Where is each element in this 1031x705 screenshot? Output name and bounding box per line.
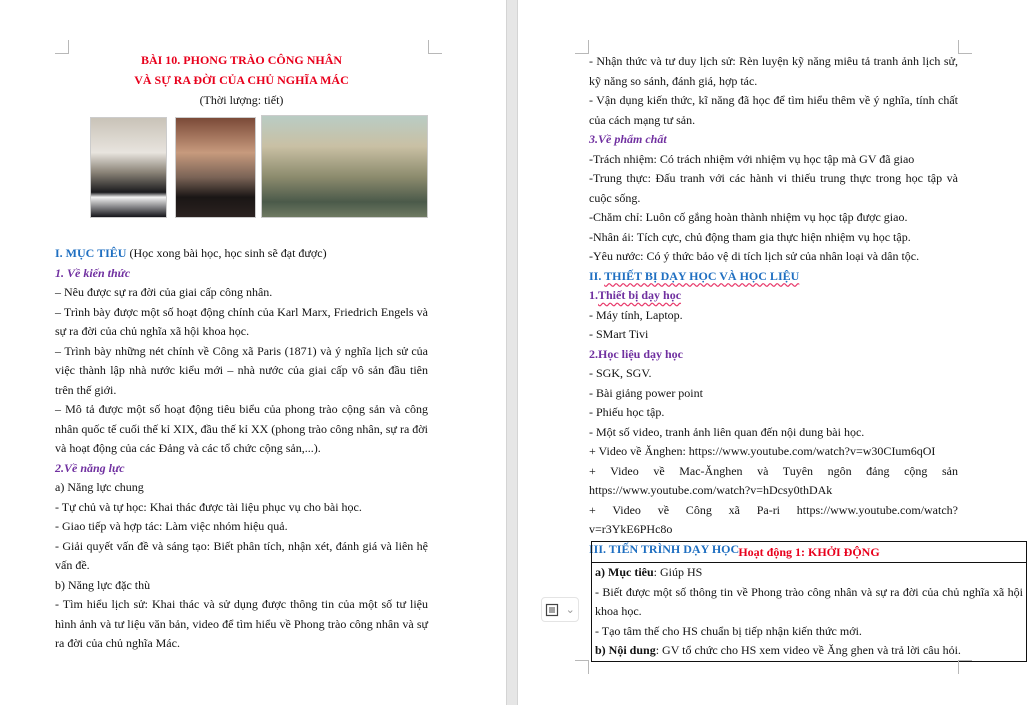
subheading: 3.Về phẩm chất: [589, 132, 667, 146]
paragraph: - SMart Tivi: [589, 327, 649, 341]
engels-portrait: [175, 117, 256, 218]
margin-mark: [958, 40, 972, 54]
paragraph: + Video về Ănghen: https://www.youtube.com/watch?v=w30CIum6qOI: [589, 444, 936, 458]
content-label: b) Nội dung: [595, 643, 656, 657]
chevron-down-icon[interactable]: ⌄: [565, 604, 575, 616]
paragraph: -Nhân ái: Tích cực, chủ động tham gia thực hiện nhiệm vụ học tập.: [589, 229, 911, 244]
paragraph: -Chăm chỉ: Luôn cố gắng hoàn thành nhiệm vụ học tập được giao.: [589, 210, 908, 224]
page-1: [0, 0, 506, 705]
subheading: 2.Về năng lực: [55, 460, 125, 475]
paragraph: - Giải quyết vấn đề và sáng tạo: Biết phân tích, nhận xét, đánh giá và liên hệ vấn đề.: [55, 538, 428, 572]
content-text: : GV tổ chức cho HS xem video về Ăng ghen và trả lời câu hỏi.: [655, 643, 961, 657]
paragraph: -Trách nhiệm: Có trách nhiệm với nhiệm vụ học tập mà GV đã giao: [589, 151, 915, 166]
goal-text: : Giúp HS: [653, 565, 703, 579]
paragraph: - Biết được một số thông tin về Phong trào công nhân và sự ra đời của chủ nghĩa xã hội khoa học.: [595, 584, 1023, 618]
lesson-title-2: VÀ SỰ RA ĐỜI CỦA CHỦ NGHĨA MÁC: [134, 72, 349, 87]
paragraph: - Bài giảng power point: [589, 385, 703, 400]
margin-mark: [575, 660, 589, 674]
goal-label: a) Mục tiêu: [595, 565, 654, 579]
subheading: Thiết bị dạy học: [598, 288, 682, 302]
paragraph: – Trình bày những nét chính về Công xã Paris (1871) và ý nghĩa lịch sử của việc thành lập nhà nước kiểu mới – nhà nước của giai cấp vô sản đầu tiên trên thế giới.: [55, 343, 428, 397]
paragraph: - Tìm hiểu lịch sử: Khai thác và sử dụng được thông tin của một số tư liệu hình ảnh và tư liệu văn bản, video để tìm hiểu về Phong trào công nhân và sự ra đời của chủ nghĩa Mác.: [55, 597, 428, 650]
paragraph: + Video về Công xã Pa-ri https://www.youtube.com/watch?v=r3YkE6PHc8o: [589, 502, 958, 536]
paragraph: – Nêu được sự ra đời của giai cấp công nhân.: [55, 285, 273, 299]
paragraph: - Một số video, tranh ảnh liên quan đến nội dung bài học.: [589, 424, 865, 439]
section-heading: III. TIẾN TRÌNH DẠY HỌC: [589, 541, 740, 556]
paragraph: a) Năng lực chung: [55, 480, 144, 494]
section-heading: THIẾT BỊ DẠY HỌC VÀ HỌC LIỆU: [604, 268, 800, 283]
paragraph: b) Năng lực đặc thù: [55, 577, 151, 592]
paragraph: - Nhận thức và tư duy lịch sử: Rèn luyện kỹ năng miêu tả tranh ảnh lịch sử, kỹ năng so sánh, đánh giá, hợp tác.: [589, 54, 958, 88]
section-note: (Học xong bài học, học sinh sẽ đạt được): [126, 246, 327, 260]
duration: (Thời lượng: tiết): [199, 93, 284, 107]
margin-mark: [428, 40, 442, 54]
paragraph: - SGK, SGV.: [589, 366, 652, 380]
marx-portrait: [90, 117, 167, 218]
table-cell: [592, 563, 1027, 662]
paragraph: - Tự chủ và tự học: Khai thác được tài liệu phục vụ cho bài học.: [55, 499, 362, 514]
layout-options-button[interactable]: [541, 597, 579, 622]
paragraph: - Phiếu học tập.: [589, 405, 665, 419]
paragraph: + Video về Mac-Ănghen và Tuyên ngôn đảng cộng sản https://www.youtube.com/watch?v=hDcsy0thDAk: [589, 463, 958, 497]
margin-mark: [575, 40, 589, 54]
subheading: 2.Học liệu dạy học: [589, 346, 684, 361]
paragraph: - Tạo tâm thế cho HS chuẩn bị tiếp nhận kiến thức mới.: [595, 623, 862, 638]
paragraph: – Trình bày được một số hoạt động chính của Karl Marx, Friedrich Engels và sự ra đời của chủ nghĩa xã hội khoa học.: [55, 304, 428, 338]
layout-options-icon: [545, 603, 559, 617]
paragraph: – Mô tả được một số hoạt động tiêu biểu của phong trào cộng sản và công nhân quốc tế cuối thế kỉ XIX, đầu thế kỉ XX (phong trào công nhân, sự ra đời và hoạt động của các Đảng và các tổ chức cộng sản,...).: [55, 402, 428, 455]
table-header: Hoạt động 1: KHỞI ĐỘNG: [592, 542, 1027, 563]
paragraph: - Máy tính, Laptop.: [589, 307, 683, 322]
subheading: 1. Về kiến thức: [55, 265, 131, 280]
subheading-number: 1.: [589, 288, 598, 302]
section-heading: I. MỤC TIÊU: [55, 246, 127, 260]
activity-table: [591, 541, 1027, 662]
page-gap: [506, 0, 518, 705]
page-2: [518, 0, 1031, 705]
paragraph: - Vận dụng kiến thức, kĩ năng đã học để tìm hiểu thêm về ý nghĩa, tính chất của cách mạng tư sản.: [589, 93, 958, 127]
paragraph: -Trung thực: Đấu tranh với các hành vi thiếu trung thực trong học tập và cuộc sống.: [589, 171, 958, 205]
section-number: II.: [589, 268, 605, 283]
paragraph: - Giao tiếp và hợp tác: Làm việc nhóm hiệu quả.: [55, 519, 288, 533]
paragraph: -Yêu nước: Có ý thức bảo vệ di tích lịch sử của nhân loại và dân tộc.: [589, 249, 920, 263]
paris-commune-picture: [261, 115, 428, 218]
margin-mark: [958, 660, 972, 674]
lesson-title: BÀI 10. PHONG TRÀO CÔNG NHÂN: [140, 53, 343, 67]
